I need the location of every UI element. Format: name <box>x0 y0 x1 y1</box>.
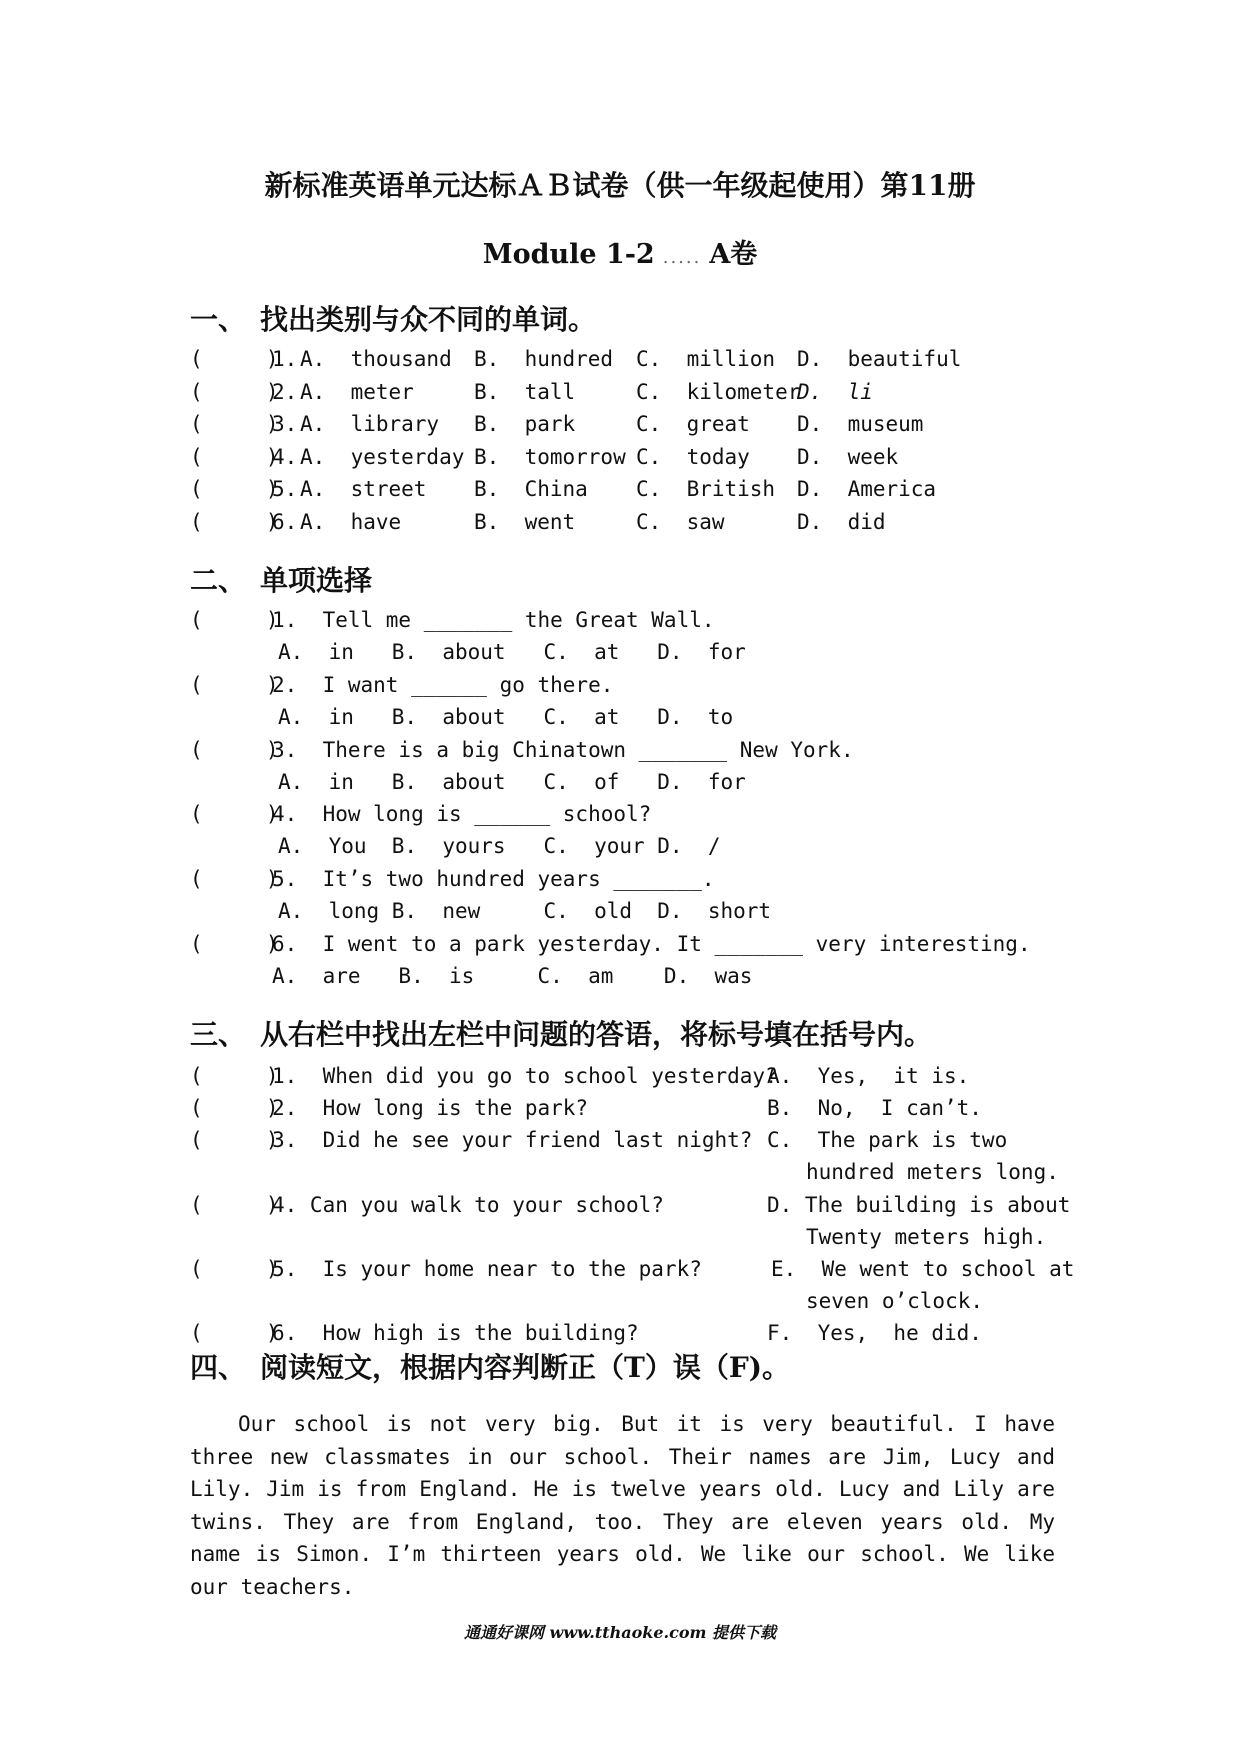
question-row <box>190 867 1050 927</box>
paper-label: A卷 <box>709 239 758 270</box>
question-row <box>190 1193 750 1221</box>
option-d: D. beautiful <box>797 347 962 371</box>
answer-bracket: ( ) <box>190 1128 279 1152</box>
answer-choice: Twenty meters high. <box>806 1225 1047 1249</box>
option-c: C. kilometer <box>636 379 801 404</box>
option-b: B. tall <box>474 379 576 404</box>
answer-bracket: ( ) <box>190 379 279 404</box>
option-b: B. tomorrow <box>474 444 626 469</box>
reading-passage: Our school is not very big. But it is very beautiful. I have three new classmates in our school. Their names are Jim, Lucy and Lily. Jim is from England. He is twelve years old. Lucy and Lily are twins. They are from England, too. They are eleven years old. My name is Simon. I’m thirteen years old. We like our school. We like our teachers. <box>190 1412 1055 1599</box>
answer-options: A. in B. about C. at D. for <box>278 640 746 664</box>
section-number: 三、 <box>190 1018 247 1051</box>
answer-bracket: ( ) <box>190 510 279 534</box>
option-d: D. did <box>797 510 886 534</box>
option-a: A. street <box>300 477 427 502</box>
question-text: 3. Did he see your friend last night? <box>272 1128 753 1152</box>
option-d: D. week <box>797 444 899 469</box>
question-row <box>190 673 1050 733</box>
question-text: 4. Can you walk to your school? <box>272 1193 664 1217</box>
question-text: 6. How high is the building? <box>272 1321 639 1345</box>
dot-leader: ..... <box>662 247 702 268</box>
option-a: A. have <box>300 510 402 534</box>
option-a: A. meter <box>300 379 414 404</box>
question-row <box>190 802 1050 862</box>
answer-choice: F. Yes, he did. <box>767 1321 982 1345</box>
question-text: 2. How long is the park? <box>272 1096 589 1120</box>
section-heading-2 <box>190 559 372 599</box>
answer-bracket: ( ) <box>190 1257 279 1281</box>
question-number: 6. <box>272 510 298 534</box>
answer-bracket: ( ) <box>190 608 279 632</box>
section-number: 二、 <box>190 564 247 597</box>
option-a: A. library <box>300 412 440 437</box>
option-c: C. great <box>636 412 750 437</box>
question-text: 1. When did you go to school yesterday? <box>272 1064 778 1088</box>
answer-bracket: ( ) <box>190 1096 279 1120</box>
question-text: 5. Is your home near to the park? <box>272 1257 702 1281</box>
option-a: A. yesterday <box>300 444 465 469</box>
question-text: 3. There is a big Chinatown _______ New York. <box>272 737 854 762</box>
answer-bracket: ( ) <box>190 1321 279 1345</box>
section-number: 一、 <box>190 303 247 336</box>
option-c: C. British <box>636 477 776 502</box>
question-text: 1. Tell me _______ the Great Wall. <box>272 608 715 632</box>
option-b: B. park <box>474 412 576 437</box>
question-row <box>190 380 1050 408</box>
question-row <box>190 347 1050 375</box>
section-heading-3 <box>190 1013 932 1053</box>
option-d: D. li <box>797 379 873 404</box>
question-row <box>190 1257 750 1285</box>
option-d: D. museum <box>797 412 924 437</box>
answer-choice: B. No, I can’t. <box>767 1096 982 1120</box>
answer-options: A. long B. new C. old D. short <box>278 899 772 924</box>
question-row <box>190 608 1050 668</box>
question-row <box>190 738 1050 798</box>
section-title: 单项选择 <box>260 564 373 597</box>
answer-bracket: ( ) <box>190 672 279 697</box>
option-a: A. thousand <box>300 347 452 371</box>
answer-bracket: ( ) <box>190 802 279 827</box>
answer-bracket: ( ) <box>190 477 279 502</box>
option-c: C. today <box>636 444 750 469</box>
question-row <box>190 1064 778 1092</box>
answer-choice: C. The park is two <box>767 1128 1008 1152</box>
question-row <box>190 445 1050 473</box>
option-b: B. went <box>474 510 576 534</box>
question-text: 2. I want ______ go there. <box>272 672 614 697</box>
section-title: 阅读短文，根据内容判断正（T）误（F)。 <box>260 1351 790 1384</box>
question-row <box>190 477 1050 505</box>
question-row <box>190 510 1050 538</box>
answer-bracket: ( ) <box>190 347 279 371</box>
page-subtitle <box>0 232 1240 271</box>
question-number: 5. <box>272 477 298 502</box>
answer-bracket: ( ) <box>190 1064 279 1088</box>
answer-choice: hundred meters long. <box>806 1160 1059 1184</box>
question-number: 3. <box>272 412 298 437</box>
question-row <box>190 1128 753 1156</box>
question-row <box>190 932 1050 992</box>
answer-choice: seven o’clock. <box>806 1289 984 1313</box>
answer-options: A. in B. about C. of D. for <box>278 769 746 794</box>
question-number: 1. <box>272 347 298 371</box>
question-row <box>190 1321 750 1349</box>
option-b: B. hundred <box>474 347 614 371</box>
answer-bracket: ( ) <box>190 1193 279 1217</box>
answer-options: A. are B. is C. am D. was <box>272 964 753 988</box>
answer-bracket: ( ) <box>190 932 279 956</box>
answer-choice: A. Yes, it is. <box>767 1064 970 1088</box>
question-text: 6. I went to a park yesterday. It _______ very interesting. <box>272 932 1031 956</box>
question-number: 4. <box>272 444 298 469</box>
answer-choice: D. The building is about <box>767 1193 1071 1217</box>
answer-bracket: ( ) <box>190 867 279 892</box>
answer-bracket: ( ) <box>190 412 279 437</box>
answer-bracket: ( ) <box>190 737 279 762</box>
option-c: C. million <box>636 347 776 371</box>
footer-watermark: 通通好课网 www.tthaoke.com 提供下载 <box>463 1623 777 1642</box>
section-heading-1 <box>190 298 596 338</box>
question-row <box>190 1096 750 1124</box>
section-title: 找出类别与众不同的单词。 <box>260 303 597 336</box>
option-c: C. saw <box>636 510 725 534</box>
question-row <box>190 412 1050 440</box>
section-heading-4 <box>190 1346 790 1386</box>
module-label: Module 1-2 <box>482 239 655 270</box>
question-text: 5. It’s two hundred years _______. <box>272 867 715 892</box>
page-title: 新标准英语单元达标ＡＢ试卷（供一年级起使用）第11册 <box>264 169 976 202</box>
option-d: D. America <box>797 477 937 502</box>
answer-options: A. You B. yours C. your D. / <box>278 834 721 859</box>
section-title: 从右栏中找出左栏中问题的答语，将标号填在括号内。 <box>260 1018 933 1051</box>
answer-bracket: ( ) <box>190 444 279 469</box>
question-text: 4. How long is ______ school? <box>272 802 652 827</box>
section-number: 四、 <box>190 1351 247 1384</box>
option-b: B. China <box>474 477 588 502</box>
answer-options: A. in B. about C. at D. to <box>278 704 734 729</box>
question-number: 2. <box>272 379 298 404</box>
answer-choice: E. We went to school at <box>771 1257 1075 1281</box>
